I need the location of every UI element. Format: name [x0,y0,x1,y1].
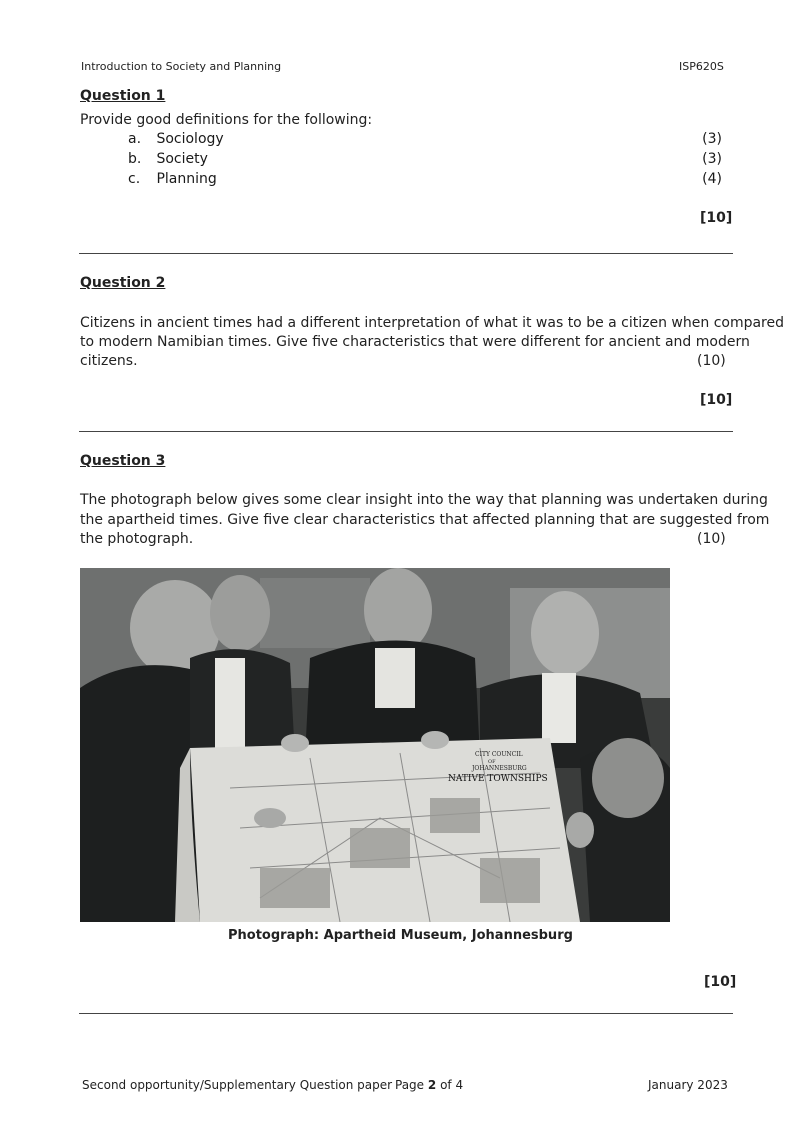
item-letter: a. [128,131,142,147]
question-3-line-1: The photograph below gives some clear insight into the way that planning was undertaken during [80,492,768,508]
question-2-marks: (10) [697,353,726,369]
footer-paper-type: Second opportunity/Supplementary Question paper [82,1078,393,1092]
map-text-johannesburg: JOHANNESBURG [472,765,527,772]
question-3-line-3: the photograph. [80,531,194,547]
item-text: Planning [156,171,217,187]
question-1-item-b [128,151,728,167]
course-code: ISP620S [679,60,724,73]
question-2-line-2: to modern Namibian times. Give five characteristics that were different for ancient and modern [80,334,750,350]
apartheid-planning-photograph [80,568,670,922]
item-text: Society [156,151,208,167]
question-1-item-a [128,131,728,147]
page-total: of 4 [440,1078,464,1092]
question-2-title: Question 2 [80,275,166,291]
question-2-total: [10] [700,392,733,408]
photo-caption: Photograph: Apartheid Museum, Johannesburg [228,928,573,943]
page-current: 2 [427,1078,437,1092]
question-3-line-2: the apartheid times. Give five clear characteristics that affected planning that are suggested from [80,512,770,528]
question-1-instruction: Provide good definitions for the following: [80,112,373,128]
map-text-of: OF [488,759,496,765]
map-text-city-council: CITY COUNCIL [475,751,523,758]
item-letter: c. [128,171,141,187]
question-1-total: [10] [700,210,733,226]
question-1-item-c [128,171,728,187]
map-text-native-townships: NATIVE TOWNSHIPS [448,774,548,784]
question-2-line-1: Citizens in ancient times had a different interpretation of what it was to be a citizen when compared [80,315,785,331]
item-marks: (4) [702,171,722,187]
item-marks: (3) [702,131,722,147]
question-3-marks: (10) [697,531,726,547]
divider [79,431,733,432]
question-2-line-3: citizens. [80,353,138,369]
footer-date: January 2023 [648,1078,728,1092]
question-3-title: Question 3 [80,453,166,469]
page-label: Page [395,1078,425,1092]
item-letter: b. [128,151,142,167]
question-3-total: [10] [704,974,737,990]
divider [79,1013,733,1014]
course-title: Introduction to Society and Planning [81,60,282,73]
divider [79,253,733,254]
item-marks: (3) [702,151,722,167]
footer-page-number [395,1078,463,1092]
question-1-title: Question 1 [80,88,166,104]
item-text: Sociology [156,131,224,147]
